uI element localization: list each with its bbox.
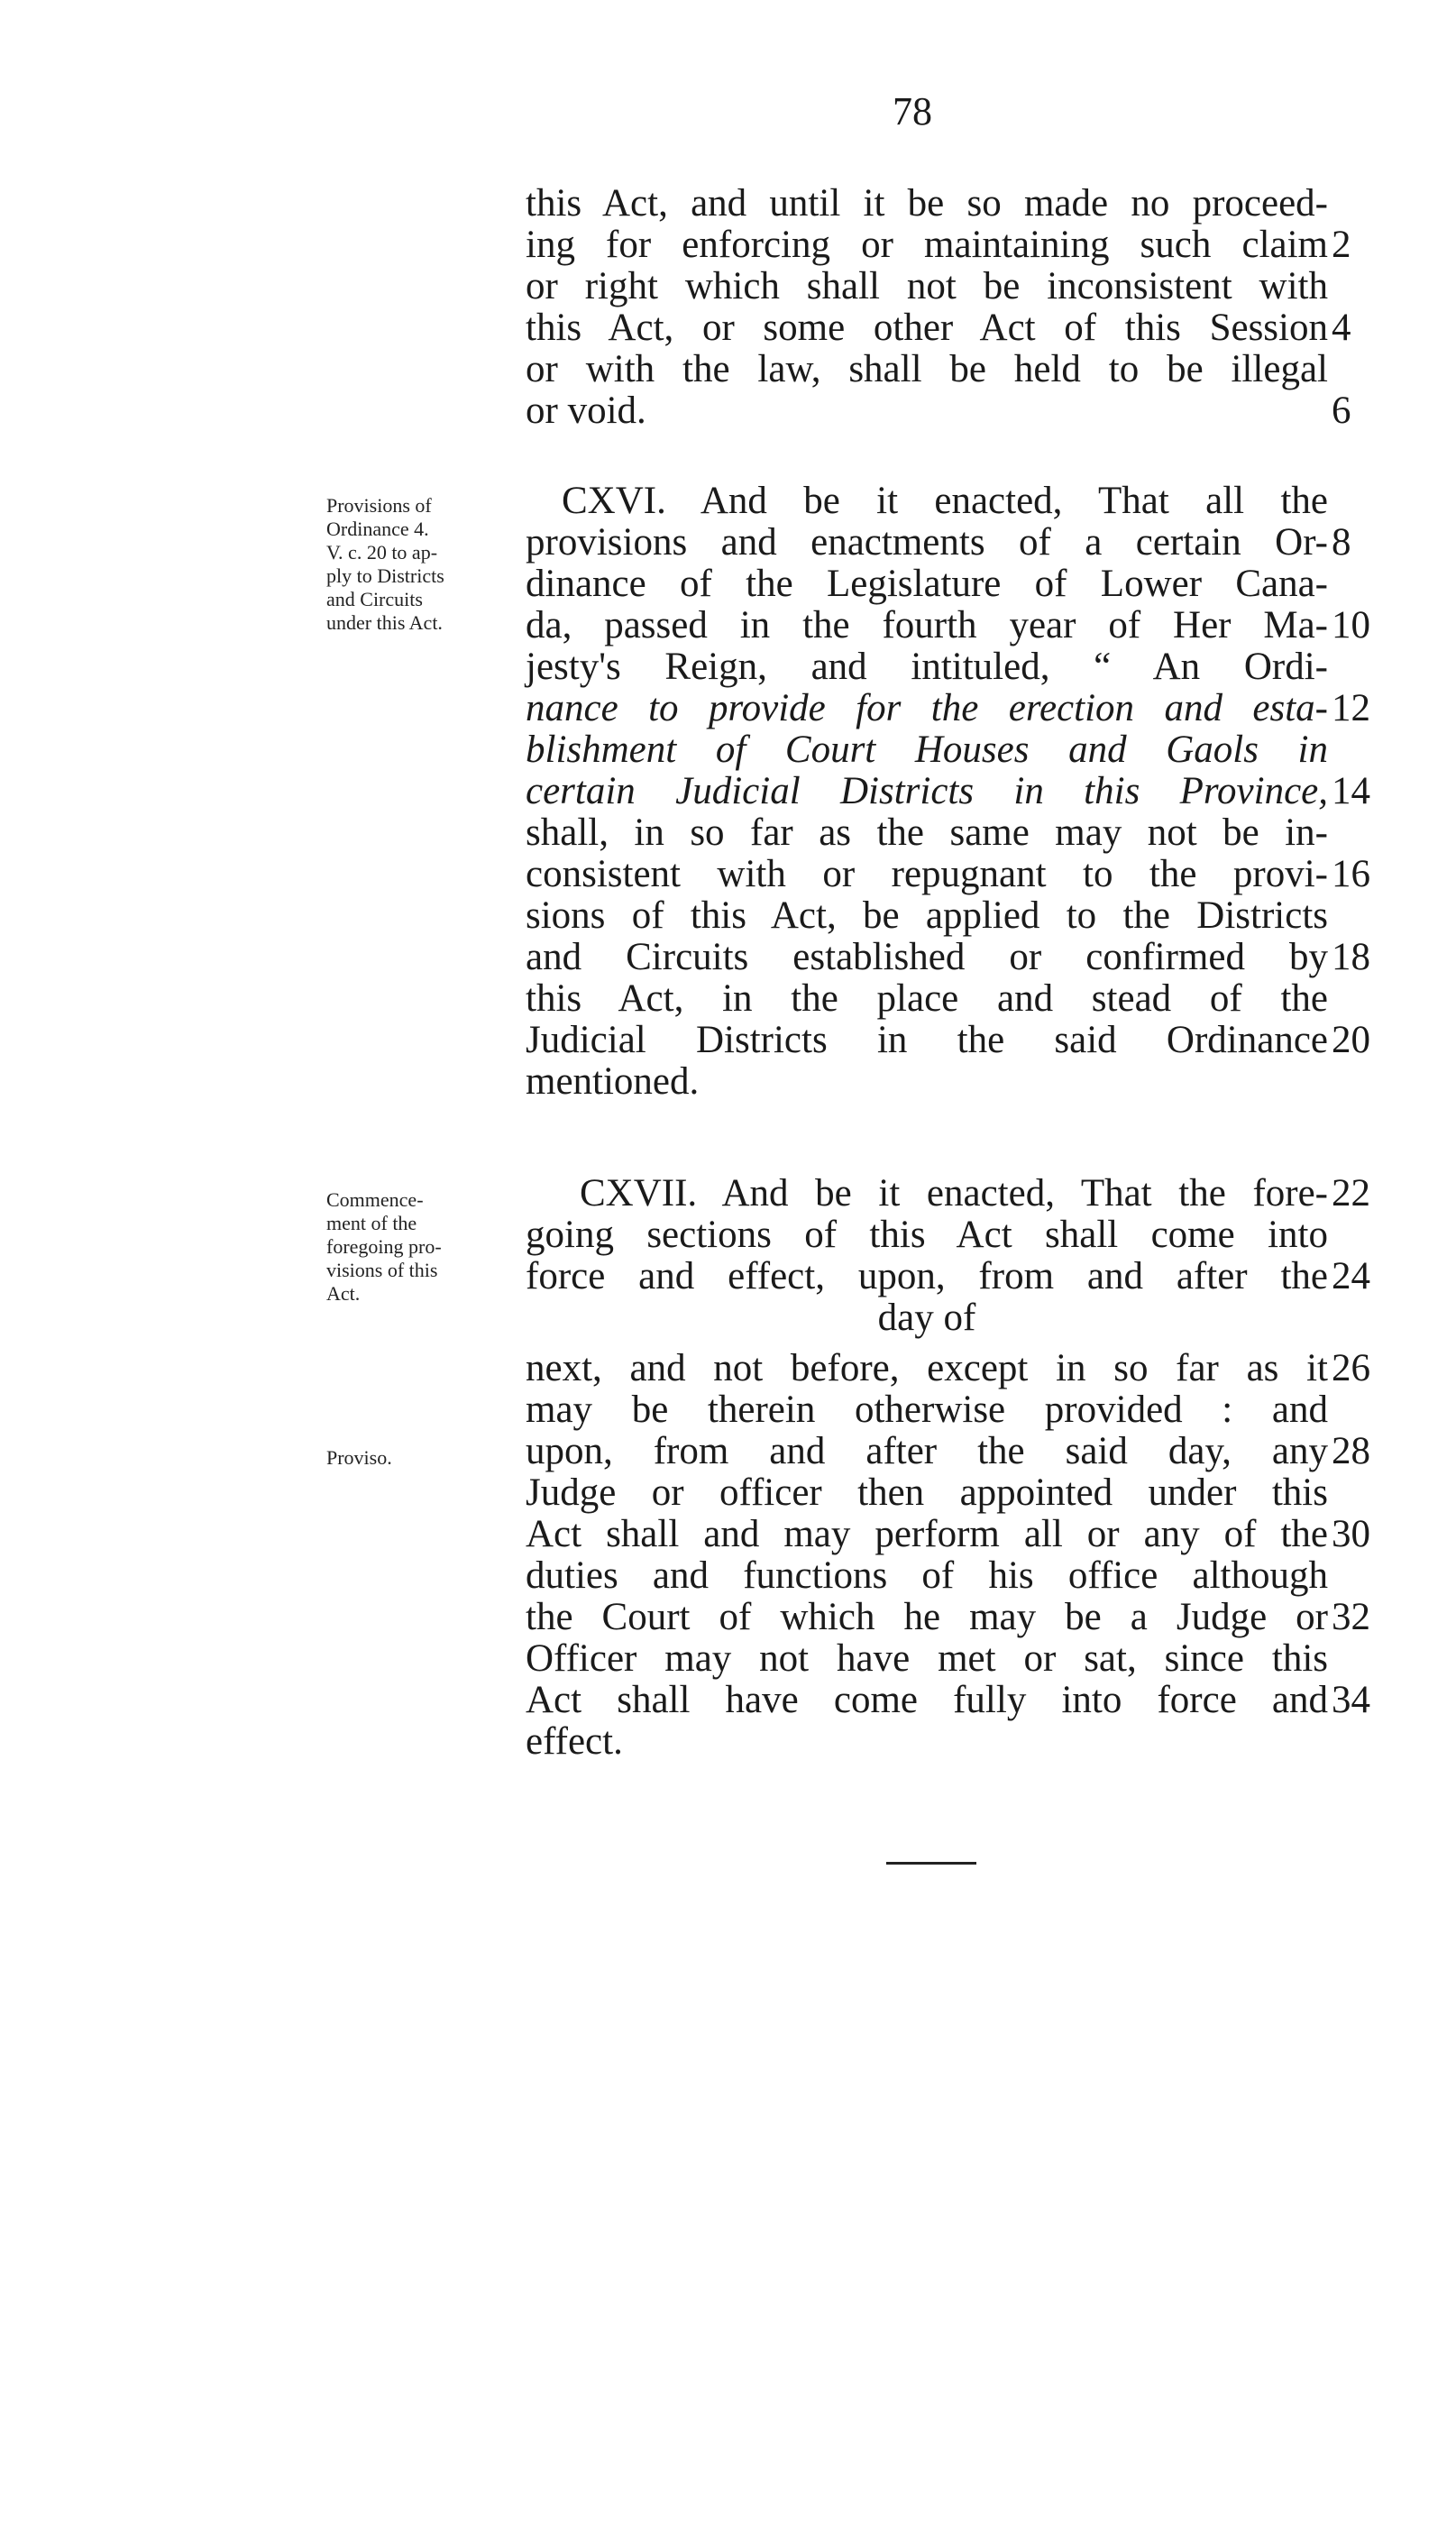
text-line: ing for enforcing or maintaining such claim xyxy=(526,224,1328,266)
text-line: this Act, or some other Act of this Session xyxy=(526,307,1328,349)
margin-note-provisions: Provisions of Ordinance 4. V. c. 20 to ap- ply to Districts and Circuits under this Act. xyxy=(326,494,444,634)
line-number: 4 xyxy=(1332,307,1351,349)
section-heading-line: CXVII. And be it enacted, That the fore- xyxy=(580,1172,1328,1215)
line-number: 2 xyxy=(1332,224,1351,266)
line-number: 14 xyxy=(1332,770,1370,812)
line-number: 24 xyxy=(1332,1255,1370,1297)
text-line: going sections of this Act shall come into xyxy=(526,1214,1328,1256)
section-heading-line: CXVI. And be it enacted, That all the xyxy=(562,480,1328,522)
text-line: sions of this Act, be applied to the Districts xyxy=(526,894,1328,937)
line-number: 12 xyxy=(1332,687,1370,729)
line-number: 32 xyxy=(1332,1596,1370,1638)
text-line: the Court of which he may be a Judge or xyxy=(526,1596,1328,1638)
italic-title-line: certain Judicial Districts in this Province, xyxy=(526,770,1328,812)
text-line: Act shall have come fully into force and xyxy=(526,1679,1328,1721)
text-line: or right which shall not be inconsistent with xyxy=(526,265,1328,307)
text-line: Judge or officer then appointed under this xyxy=(526,1471,1328,1514)
line-number: 8 xyxy=(1332,521,1351,564)
text-line: next, and not before, except in so far as it xyxy=(526,1347,1328,1389)
text-line: Judicial Districts in the said Ordinance xyxy=(526,1019,1328,1061)
text-line: or void. xyxy=(526,390,646,432)
page-number: 78 xyxy=(893,89,932,133)
text-line: Officer may not have met or sat, since this xyxy=(526,1637,1328,1680)
italic-title-line: nance to provide for the erection and esta- xyxy=(526,687,1328,729)
line-number: 6 xyxy=(1332,390,1351,432)
end-rule xyxy=(886,1862,976,1865)
blank-date-line: day of xyxy=(877,1297,976,1339)
line-number: 26 xyxy=(1332,1347,1370,1389)
text-line: this Act, and until it be so made no proceed- xyxy=(526,182,1328,225)
line-number: 18 xyxy=(1332,936,1370,978)
margin-note-proviso: Proviso. xyxy=(326,1446,392,1469)
text-line: upon, from and after the said day, any xyxy=(526,1430,1328,1472)
text-line: consistent with or repugnant to the provi- xyxy=(526,853,1328,895)
text-line: may be therein otherwise provided : and xyxy=(526,1389,1328,1431)
line-number: 30 xyxy=(1332,1513,1370,1555)
line-number: 20 xyxy=(1332,1019,1370,1061)
line-number: 10 xyxy=(1332,604,1370,646)
text-line: effect. xyxy=(526,1720,623,1763)
text-line: jesty's Reign, and intituled, “ An Ordi- xyxy=(526,646,1328,688)
text-line: provisions and enactments of a certain Or- xyxy=(526,521,1328,564)
line-number: 34 xyxy=(1332,1679,1370,1721)
text-line: and Circuits established or confirmed by xyxy=(526,936,1328,978)
line-number: 28 xyxy=(1332,1430,1370,1472)
line-number: 16 xyxy=(1332,853,1370,895)
margin-note-commencement: Commence- ment of the foregoing pro- visions of this Act. xyxy=(326,1188,442,1305)
text-line: or with the law, shall be held to be illegal xyxy=(526,348,1328,390)
italic-title-line: blishment of Court Houses and Gaols in xyxy=(526,729,1328,771)
text-line: force and effect, upon, from and after the xyxy=(526,1255,1328,1297)
text-line: Act shall and may perform all or any of the xyxy=(526,1513,1328,1555)
text-line: duties and functions of his office although xyxy=(526,1554,1328,1597)
text-line: mentioned. xyxy=(526,1060,700,1103)
text-line: this Act, in the place and stead of the xyxy=(526,977,1328,1020)
line-number: 22 xyxy=(1332,1172,1370,1215)
text-line: shall, in so far as the same may not be in- xyxy=(526,811,1328,854)
text-line: dinance of the Legislature of Lower Cana- xyxy=(526,563,1328,605)
text-line: da, passed in the fourth year of Her Ma- xyxy=(526,604,1328,646)
